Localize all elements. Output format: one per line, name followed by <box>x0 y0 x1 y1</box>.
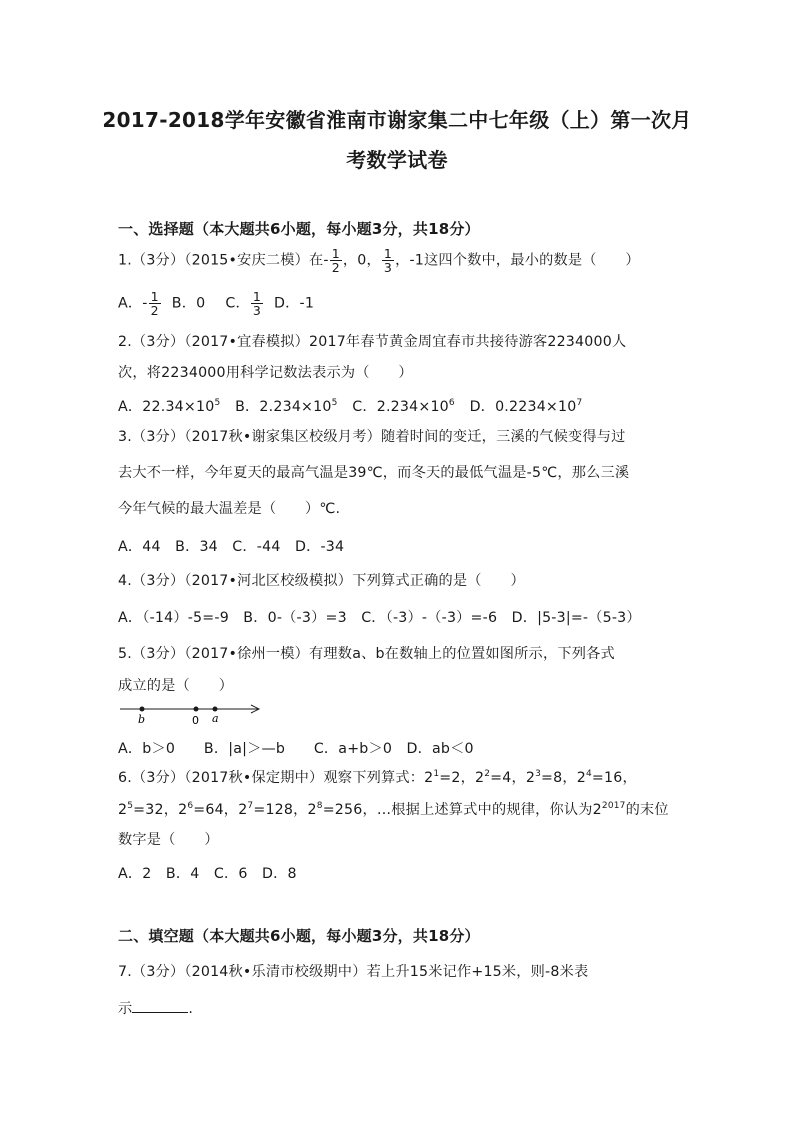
question-1-suffix: ，-1这四个数中，最小的数是（ ） <box>395 252 640 269</box>
question-5-options: A．b＞0 B．|a|＞—b C．a+b＞0 D．ab＜0 <box>118 741 474 757</box>
exam-title-line1: 2017-2018学年安徽省淮南市谢家集二中七年级（上）第一次月 <box>102 108 692 132</box>
point-b-dot <box>140 707 145 712</box>
question-7-line1: 7.（3分）（2014秋•乐清市校级期中）若上升15米记作+15米，则-8米表 <box>118 964 589 980</box>
question-1-stem <box>118 247 640 274</box>
option-d: D．-1 <box>274 295 315 312</box>
question-4-line1: 4.（3分）（2017•河北区校级模拟）下列算式正确的是（ ） <box>118 573 525 589</box>
question-3-line2: 去大不一样，今年夏天的最高气温是39℃，而冬天的最低气温是-5℃，那么三溪 <box>118 465 630 481</box>
section-heading-choice: 一、选择题（本大题共6小题，每小题3分，共18分） <box>118 220 480 238</box>
question-1-mid: ，0， <box>342 252 381 269</box>
fraction-one-third: $\frac{1}{3}$ <box>383 246 393 275</box>
point-a-dot <box>213 707 218 712</box>
question-2-options: A．$22.34\times 10^5$ B．$2.234\times 10^5$ C．$2.234\times 10^6$ D．$0.2234\times 10^7$ <box>118 398 583 415</box>
question-3-line1: 3.（3分）（2017秋•谢家集区校级月考）随着时间的变迁，三溪的气候变得与过 <box>118 429 626 445</box>
question-5-line2: 成立的是（ ） <box>118 678 234 694</box>
question-3-options: A．44 B．34 C．-44 D．-34 <box>118 539 345 555</box>
option-b: B．0 <box>171 295 206 312</box>
question-5-line1: 5.（3分）（2017•徐州一模）有理数a、b在数轴上的位置如图所示，下列各式 <box>118 646 615 662</box>
point-zero-dot <box>194 707 199 712</box>
fraction-one-half: $\frac{1}{2}$ <box>331 246 340 275</box>
question-3-line3: 今年气候的最大温差是（ ）℃. <box>118 501 341 517</box>
option-c-label: C． <box>225 295 250 312</box>
question-1-options <box>118 290 314 317</box>
option-a-label: A．- <box>118 295 148 312</box>
question-6-line2: $2^5=32$，$2^6=64$，$2^7=128$，$2^8=256$，…根据上述算式中的规律，你认为$2^{2017}$的末位 <box>118 801 669 818</box>
question-6-line3: 数字是（ ） <box>118 832 219 848</box>
section-heading-fill-blank: 二、填空题（本大题共6小题，每小题3分，共18分） <box>118 927 480 945</box>
question-4-options: A．（-14）-5=-9 B．0-（-3）=3 C．（-3）-（-3）=-6 D．|5-3|=-（5-3） <box>118 610 641 626</box>
question-7-line2: 示 . <box>118 998 193 1018</box>
answer-blank[interactable] <box>132 998 188 1013</box>
option-a-fraction: $\frac{1}{2}$ <box>150 289 159 318</box>
number-line-figure <box>118 702 268 728</box>
question-6-line1: 6.（3分）（2017秋•保定期中）观察下列算式：$2^1=2$，$2^2=4$，$2^3=8$，$2^4=16$， <box>118 769 637 786</box>
question-1-prefix: 1.（3分）（2015•安庆二模）在- <box>118 252 329 269</box>
point-a-label: a <box>212 712 219 725</box>
question-6-options: A．2 B．4 C．6 D．8 <box>118 866 297 882</box>
point-zero-label: 0 <box>192 714 199 727</box>
exam-title-line2: 考数学试卷 <box>346 148 448 172</box>
question-2-line1: 2.（3分）（2017•宜春模拟）2017年春节黄金周宜春市共接待游客2234000人 <box>118 334 627 350</box>
option-c-fraction: $\frac{1}{3}$ <box>252 289 261 318</box>
point-b-label: b <box>138 713 146 726</box>
question-2-line2: 次，将2234000用科学记数法表示为（ ） <box>118 365 413 381</box>
